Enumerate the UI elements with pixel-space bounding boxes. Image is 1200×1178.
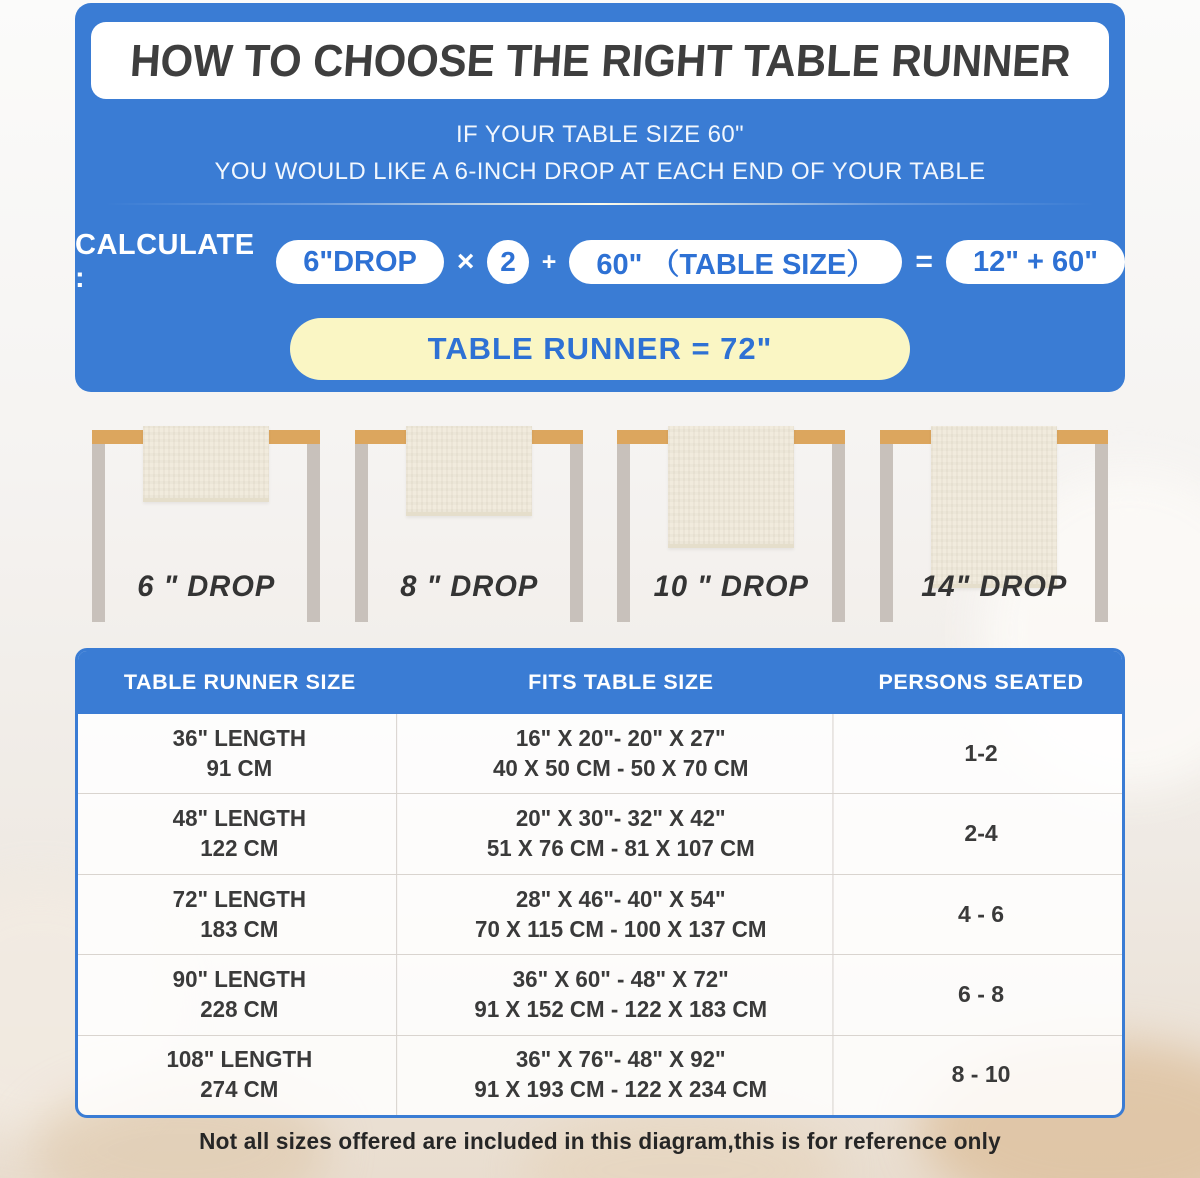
- table-runner-icon: [668, 426, 794, 548]
- drop-figure-10in: [600, 420, 863, 625]
- runner-length-inches: 72" LENGTH: [172, 885, 306, 912]
- drop-label: 8 " DROP: [399, 570, 538, 603]
- table-runner-icon: [406, 426, 532, 516]
- fits-inches: 36" X 76"- 48" X 92": [515, 1046, 726, 1073]
- persons-seated-cell: 8 - 10: [951, 1061, 1011, 1088]
- runner-length-cm: 228 CM: [200, 995, 279, 1022]
- intro-line-2: YOU WOULD LIKE A 6-INCH DROP AT EACH END OF YOUR TABLE: [214, 158, 986, 185]
- fits-cm: 51 X 76 CM - 81 X 107 CM: [486, 835, 755, 862]
- fits-table-cell: [408, 875, 833, 954]
- runner-length-inches: 90" LENGTH: [172, 966, 306, 993]
- size-chart-header-row: [78, 651, 1122, 714]
- drop-label: 6 " DROP: [137, 570, 276, 603]
- size-chart-table: [75, 648, 1125, 1118]
- persons-seated-cell: 1-2: [964, 739, 998, 766]
- fits-cm: 91 X 152 CM - 122 X 183 CM: [474, 995, 767, 1022]
- runner-result-pill: TABLE RUNNER = 72": [290, 318, 910, 380]
- fits-table-cell: [408, 1036, 833, 1115]
- size-chart-body: [78, 714, 1122, 1115]
- runner-length-inches: 36" LENGTH: [172, 724, 306, 751]
- plus-operator: +: [541, 247, 557, 276]
- fits-inches: 16" X 20"- 20" X 27": [515, 724, 726, 751]
- table-row: [78, 1035, 1122, 1115]
- persons-seated-cell: 2-4: [964, 820, 998, 847]
- runner-length-inches: 108" LENGTH: [166, 1046, 313, 1073]
- multiplier-circle: 2: [487, 240, 528, 284]
- fits-cm: 91 X 193 CM - 122 X 234 CM: [474, 1076, 767, 1103]
- table-row: [78, 954, 1122, 1034]
- runner-length-inches: 48" LENGTH: [172, 805, 306, 832]
- times-operator: ×: [456, 245, 475, 278]
- fits-cm: 40 X 50 CM - 50 X 70 CM: [492, 754, 749, 781]
- drop-figure-14in: [863, 420, 1126, 625]
- fits-table-cell: [408, 714, 833, 793]
- fits-inches: 20" X 30"- 32" X 42": [515, 805, 726, 832]
- drop-label: 14" DROP: [920, 570, 1067, 603]
- column-header-persons: PERSONS SEATED: [878, 670, 1084, 694]
- runner-length-cm: 183 CM: [200, 915, 279, 942]
- calculate-label: CALCULATE :: [75, 229, 255, 294]
- table-runner-icon: [143, 426, 269, 502]
- drop-figure-8in: [338, 420, 601, 625]
- sum-pill: 12" + 60": [946, 240, 1125, 284]
- runner-size-cell: [83, 875, 397, 954]
- intro-line-1: IF YOUR TABLE SIZE 60": [455, 121, 745, 148]
- table-size-pill: 60" （TABLE SIZE）: [569, 240, 902, 284]
- header-divider: [105, 203, 1095, 205]
- footnote-disclaimer: Not all sizes offered are included in this diagram,this is for reference only: [199, 1128, 1001, 1154]
- runner-length-cm: 91 CM: [206, 754, 273, 781]
- fits-inches: 28" X 46"- 40" X 54": [515, 885, 726, 912]
- runner-size-cell: [83, 955, 397, 1034]
- drop-figure-6in: [75, 420, 338, 625]
- header-panel: [75, 3, 1125, 392]
- title-banner: [91, 22, 1109, 99]
- runner-size-cell: [83, 794, 397, 873]
- persons-seated-cell: 4 - 6: [958, 900, 1005, 927]
- runner-length-cm: 274 CM: [200, 1076, 279, 1103]
- equals-operator: =: [915, 245, 933, 278]
- fits-table-cell: [408, 955, 833, 1034]
- table-row: [78, 874, 1122, 954]
- runner-size-cell: [83, 714, 397, 793]
- persons-seated-cell: 6 - 8: [958, 980, 1005, 1007]
- table-runner-icon: [931, 426, 1057, 588]
- table-row: [78, 714, 1122, 793]
- fits-inches: 36" X 60" - 48" X 72": [512, 966, 729, 993]
- fits-table-cell: [408, 794, 833, 873]
- drop-figures-row: [75, 420, 1125, 625]
- column-header-fits-table: FITS TABLE SIZE: [528, 670, 714, 694]
- fits-cm: 70 X 115 CM - 100 X 137 CM: [474, 915, 767, 942]
- runner-size-cell: [83, 1036, 397, 1115]
- calculation-row: [75, 229, 1125, 295]
- table-row: [78, 793, 1122, 873]
- drop-label: 10 " DROP: [653, 570, 809, 603]
- runner-length-cm: 122 CM: [200, 835, 279, 862]
- column-header-runner-size: TABLE RUNNER SIZE: [123, 670, 356, 694]
- page-title: HOW TO CHOOSE THE RIGHT TABLE RUNNER: [128, 34, 1072, 86]
- drop-value-pill: 6"DROP: [276, 240, 444, 284]
